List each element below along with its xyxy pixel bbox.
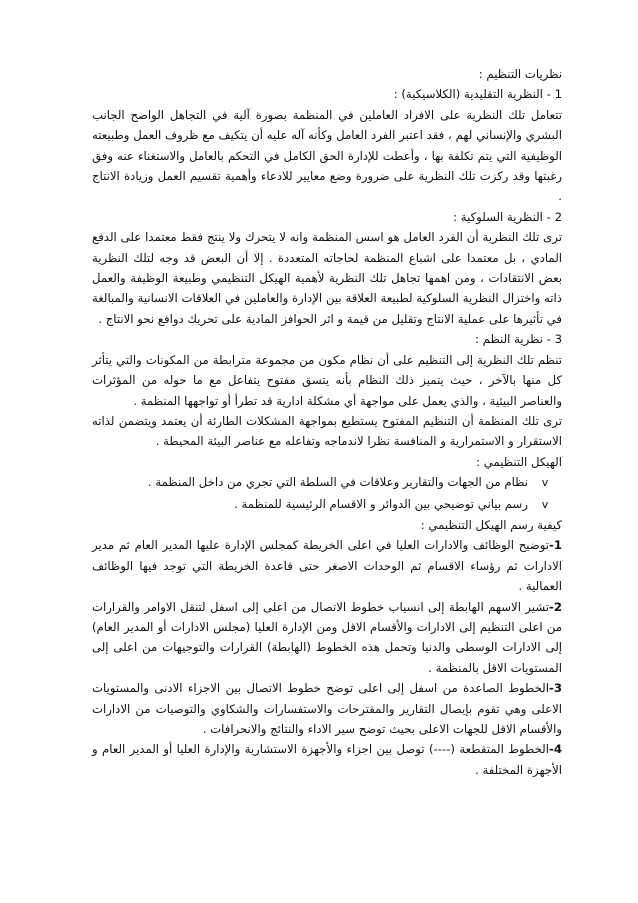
drawing-item xyxy=(92,739,562,780)
drawing-item-text: الخطوط المتقطعة (----) توصل بين اجزاء والأجهزة الاستشارية والإدارة العليا أو المدير العام و الأجهزة المختلفة . xyxy=(92,742,562,777)
structure-bullet-text: نظام من الجهات والتقارير وعلاقات في السلطة التي تجري من داخل المنظمة . xyxy=(147,475,528,490)
page-title: نظريات التنظيم : xyxy=(478,67,562,81)
drawing-item-number: 3- xyxy=(549,681,562,696)
drawing-item-number: 2- xyxy=(549,599,562,614)
drawing-item-number: 4- xyxy=(549,742,562,757)
structure-heading: الهيكل التنظيمي : xyxy=(476,454,562,469)
section-behavioral-text: ترى تلك النظرية أن الفرد العامل هو اسس المنظمة وانه لا يتحرك ولا ينتج فقط معتمدا على الدفع المادي ، بل معتمدا على اشباع المنظمة لحاجاته المتعددة . إلا أن البعض قد وجه لتلك النظرية بعض الانتقادات ، ومن اهمها تجاهل تلك النظرية لأهمية الهيكل التنظيمي وطبيعة الوظيفة والعمل ذاته واختزال النظرية السلوكية لطبيعة العلاقة بين الإدارة والعاملين في العلاقات الانسانية والمبالغة في تأثيرها على عملية الانتاج وتقليل من قيمة و اثر الحوافز المادية على تحريك دوافع نحو الانتاج . xyxy=(92,230,562,326)
checkmark-bullet-icon: v xyxy=(541,476,549,490)
structure-bullet-item xyxy=(92,494,562,515)
structure-bullet-text: رسم بياني توضيحي بين الدوائر و الاقسام الرئيسية للمنظمة . xyxy=(234,496,528,511)
section-classical-text: تتعامل تلك النظرية على الافراد العاملين في المنظمة بصورة آلية في التجاهل الواضح الجانب البشري والإنساني لهم ، فقد اعتبر الفرد العامل وكأنه آله عليه أن يتكيف مع ظروف العمل وطبيعته الوظيفية التي يتم تكلفة بها ، وأعطت للإدارة الحق الكامل في التحكم بالعامل والاستغناء عنه وفق رغبتها وقد ركزت تلك النظرية على ضرورة وضع معايير للادعاء وأهمية تقسيم العمل وزيادة الانتاج . xyxy=(92,107,562,204)
section-systems-paragraph: تنظم تلك النظرية إلى التنظيم على أن نظام مكون من مجموعة مترابطة من المكونات والتي يتأثر كل منها بالآخر ، حيث يتميز ذلك النظام بأنه يتسق مفتوح يتفاعل مع ما حوله من المؤثرات والعناصر البيئية ، والذي يعمل على مواجهة أي مشكلة ادارية قد تطرأ أو تواجهها المنظمة . xyxy=(92,352,562,408)
drawing-item-text: تشير الاسهم الهابطة إلى انسياب خطوط الاتصال من اعلى إلى اسفل لتنقل الاوامر والقرارات من اعلى التنظيم إلى الادارات والأقسام الاقل ومن الإدارة العليا (مجلس الادارات أو المدير العام) إلى الادارات الوسطى والدنيا وتحمل هذه الخطوط (الهابطة) القرارات والتوجيهات من اعلى إلى المستويات الاقل بالمنظمة . xyxy=(92,599,562,675)
drawing-item xyxy=(92,678,562,739)
section-behavioral-heading: 2 - النظرية السلوكية : xyxy=(453,209,562,224)
section-systems-heading: 3 - نظرية النظم : xyxy=(475,332,562,347)
drawing-item-text: الخطوط الصاعدة من اسفل إلى اعلى توضح خطوط الاتصال بين الاجزاء الادنى والمستويات الاعلى وهي تقوم بإيصال التقارير والمقترحات والاستفسارات والشكاوي والتوصيات من الادارات والأقسام الاقل للجهات الاعلى بحيث توضح سير الاداء والنتائج والانحرافات . xyxy=(92,681,562,736)
structure-bullet-item xyxy=(92,472,562,493)
drawing-item-number: 1- xyxy=(549,538,562,553)
document-page xyxy=(92,64,562,780)
drawing-heading: كيفية رسم الهيكل التنظيمي : xyxy=(420,517,562,532)
section-systems-paragraph: ترى تلك المنظمة أن التنظيم المفتوح يستطيع بمواجهة المشكلات الطارئة أن يعتمد ويتضمن لذاته الاستقرار و الاستمرارية و المنافسة نظرا لاندماجه وتفاعله مع عناصر البيئة المحيطة . xyxy=(92,413,562,449)
drawing-item xyxy=(92,535,562,596)
section-classical-heading: 1 - النظرية التقليدية (الكلاسيكية) : xyxy=(393,87,562,102)
drawing-item xyxy=(92,597,562,679)
checkmark-bullet-icon: v xyxy=(541,497,549,511)
drawing-item-text: توضيح الوظائف والادارات العليا في اعلى الخريطة كمجلس الإدارة عليها المدير العام ثم مدير الادارات ثم رؤساء الاقسام ثم الوحدات الاصغر حتى قاعدة الخريطة التي توجد فيها الوظائف العمالية . xyxy=(92,538,562,594)
